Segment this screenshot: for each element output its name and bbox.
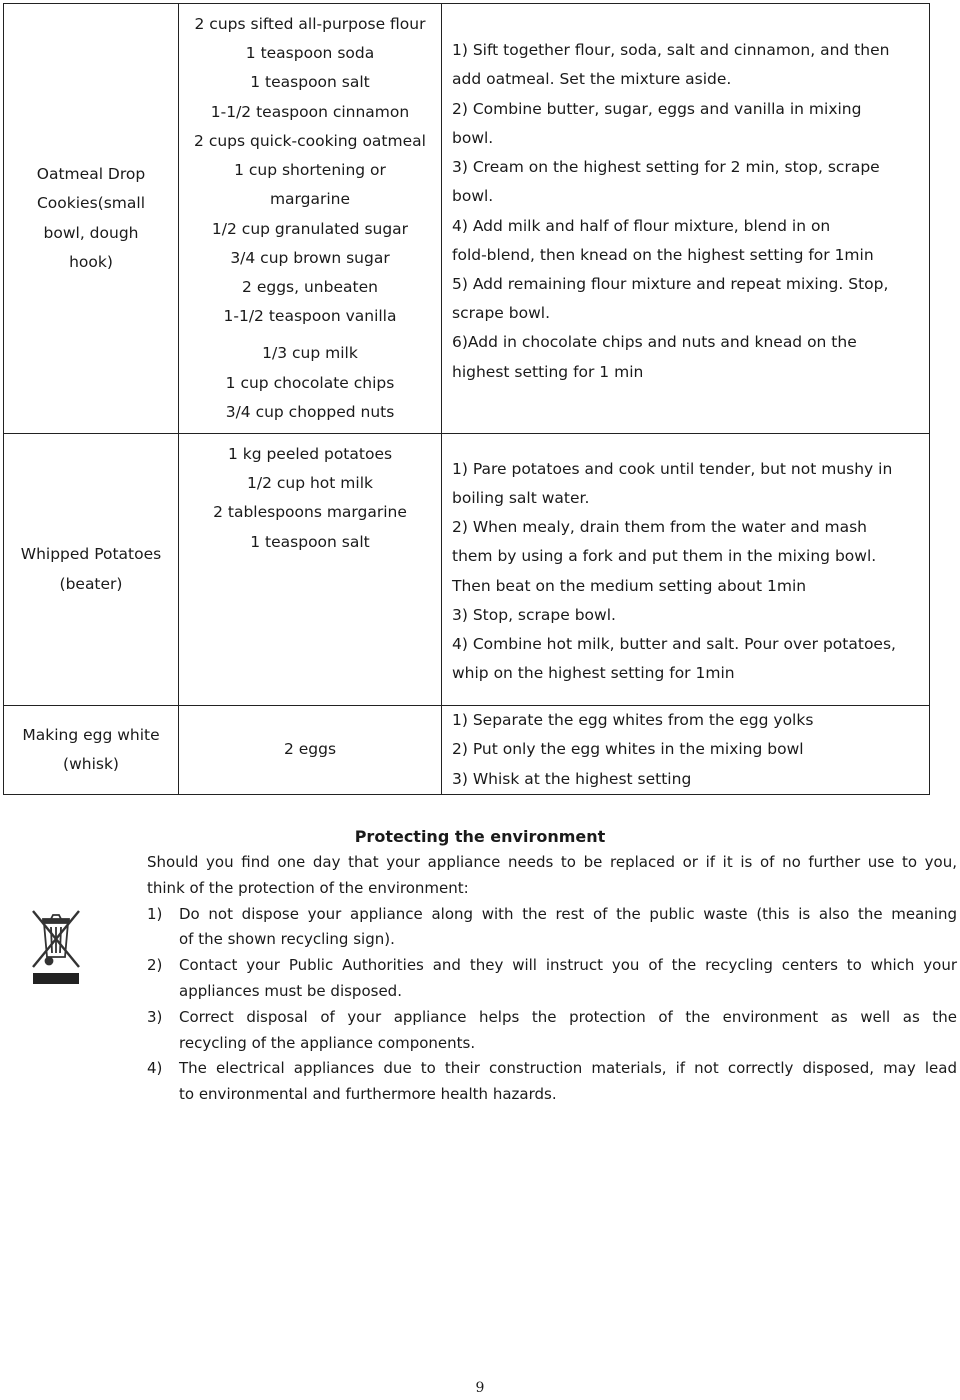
ingredients-cell	[179, 4, 442, 434]
ingredient-line: 2 tablespoons margarine	[213, 503, 407, 522]
step-line: 1) Sift together flour, soda, salt and cinnamon, and then	[452, 41, 890, 60]
step-line: 6)Add in chocolate chips and nuts and knead on the	[452, 333, 857, 352]
list-line: of the shown recycling sign).	[179, 930, 395, 949]
list-number: 4)	[147, 1059, 163, 1078]
step-line: 2) When mealy, drain them from the water and mash	[452, 518, 868, 537]
step-line: whip on the highest setting for 1min	[452, 664, 735, 683]
ingredient-line: 2 cups sifted all-purpose flour	[194, 15, 426, 34]
list-number: 3)	[147, 1007, 163, 1026]
list-item	[147, 1056, 957, 1108]
step-line: highest setting for 1 min	[452, 362, 644, 381]
step-line: 1) Pare potatoes and cook until tender, but not mushy in	[452, 459, 893, 478]
list-line: Correct disposal of your appliance helps the protection of the environment as well as the	[179, 1007, 957, 1026]
step-line: Then beat on the medium setting about 1min	[452, 576, 807, 595]
dish-line: Oatmeal Drop	[36, 165, 146, 184]
step-line: fold-blend, then knead on the highest setting for 1min	[452, 245, 874, 264]
step-line: 1) Separate the egg whites from the egg yolks	[452, 711, 814, 730]
step-line: bowl.	[452, 128, 494, 147]
dish-line: Whipped Potatoes	[20, 545, 162, 564]
ingredient-line: 2 cups quick-cooking oatmeal	[194, 131, 426, 150]
step-line: add oatmeal. Set the mixture aside.	[452, 70, 732, 89]
environment-body	[147, 850, 957, 1108]
step-line: 4) Combine hot milk, butter and salt. Pour over potatoes,	[452, 634, 896, 653]
step-line: them by using a fork and put them in the mixing bowl.	[452, 547, 877, 566]
steps-cell	[442, 706, 930, 795]
list-line: appliances must be disposed.	[179, 981, 402, 1000]
list-item	[147, 902, 957, 954]
environment-list	[147, 902, 957, 1108]
spacer	[179, 331, 441, 339]
page-number: 9	[475, 1380, 485, 1396]
dish-line: (whisk)	[63, 755, 119, 773]
list-number: 1)	[147, 904, 163, 923]
dish-line: bowl, dough	[43, 223, 139, 242]
step-line: 4) Add milk and half of flour mixture, blend in on	[452, 216, 831, 235]
step-line: 5) Add remaining flour mixture and repeat mixing. Stop,	[452, 274, 889, 293]
list-item	[147, 1005, 957, 1057]
ingredient-line: 1 cup shortening or	[234, 161, 386, 180]
recipe-row-potatoes	[4, 434, 930, 706]
ingredients-cell	[179, 434, 442, 706]
step-line: 2) Put only the egg whites in the mixing bowl	[452, 740, 804, 759]
list-line: recycling of the appliance components.	[179, 1033, 476, 1052]
ingredient-line: 1 cup chocolate chips	[225, 373, 395, 392]
ingredient-line: 1 teaspoon salt	[250, 532, 370, 551]
dish-line: Cookies(small	[36, 194, 145, 213]
list-number: 2)	[147, 956, 163, 975]
steps-cell	[442, 434, 930, 706]
dish-line: Making egg white	[22, 725, 160, 744]
ingredient-line: 2 eggs	[283, 740, 337, 759]
intro-line: think of the protection of the environment:	[147, 878, 469, 897]
dish-cell	[4, 434, 179, 706]
step-line: 3) Whisk at the highest setting	[452, 769, 692, 788]
list-item	[147, 953, 957, 1005]
ingredient-line: 2 eggs, unbeaten	[242, 277, 378, 296]
step-line: boiling salt water.	[452, 488, 590, 507]
dish-cell	[4, 706, 179, 795]
crossed-out-wheelie-bin-icon	[27, 905, 85, 987]
step-line: 2) Combine butter, sugar, eggs and vanilla in mixing	[452, 99, 862, 118]
ingredient-line: 1 kg peeled potatoes	[227, 445, 393, 463]
ingredient-line: 1-1/2 teaspoon vanilla	[223, 307, 397, 326]
recipe-row-cookies	[4, 4, 930, 434]
step-line: 3) Stop, scrape bowl.	[452, 605, 616, 624]
ingredient-line: 1-1/2 teaspoon cinnamon	[210, 102, 410, 121]
ingredient-line: 3/4 cup chopped nuts	[225, 402, 395, 421]
ingredient-line: 1 teaspoon soda	[245, 44, 375, 63]
ingredient-line: 1/2 cup hot milk	[247, 474, 373, 493]
ingredient-line: 1/2 cup granulated sugar	[211, 219, 409, 238]
step-line: scrape bowl.	[452, 304, 551, 323]
ingredient-line: 1/3 cup milk	[262, 344, 358, 363]
step-line: bowl.	[452, 187, 494, 206]
intro-line: Should you find one day that your appliance needs to be replaced or if it is of no further use to you,	[147, 853, 957, 871]
list-line: Contact your Public Authorities and they will instruct you of the recycling centers to which your	[179, 956, 957, 975]
list-line: The electrical appliances due to their construction materials, if not correctly disposed, may lead	[179, 1059, 957, 1078]
recipe-row-egg-white	[4, 706, 930, 795]
ingredient-line: 3/4 cup brown sugar	[230, 248, 390, 267]
dish-cell	[4, 4, 179, 434]
list-line: to environmental and furthermore health hazards.	[179, 1085, 557, 1104]
dish-line: (beater)	[59, 574, 123, 593]
list-line: Do not dispose your appliance along with the rest of the public waste (this is also the meaning	[179, 904, 957, 923]
recipe-table	[3, 3, 930, 795]
environment-title: Protecting the environment	[354, 827, 606, 846]
dish-line: hook)	[69, 252, 113, 271]
ingredient-line: margarine	[269, 190, 351, 209]
steps-cell	[442, 4, 930, 434]
ingredients-cell	[179, 706, 442, 795]
step-line: 3) Cream on the highest setting for 2 min, stop, scrape	[452, 158, 880, 177]
ingredient-line: 1 teaspoon salt	[250, 73, 370, 92]
